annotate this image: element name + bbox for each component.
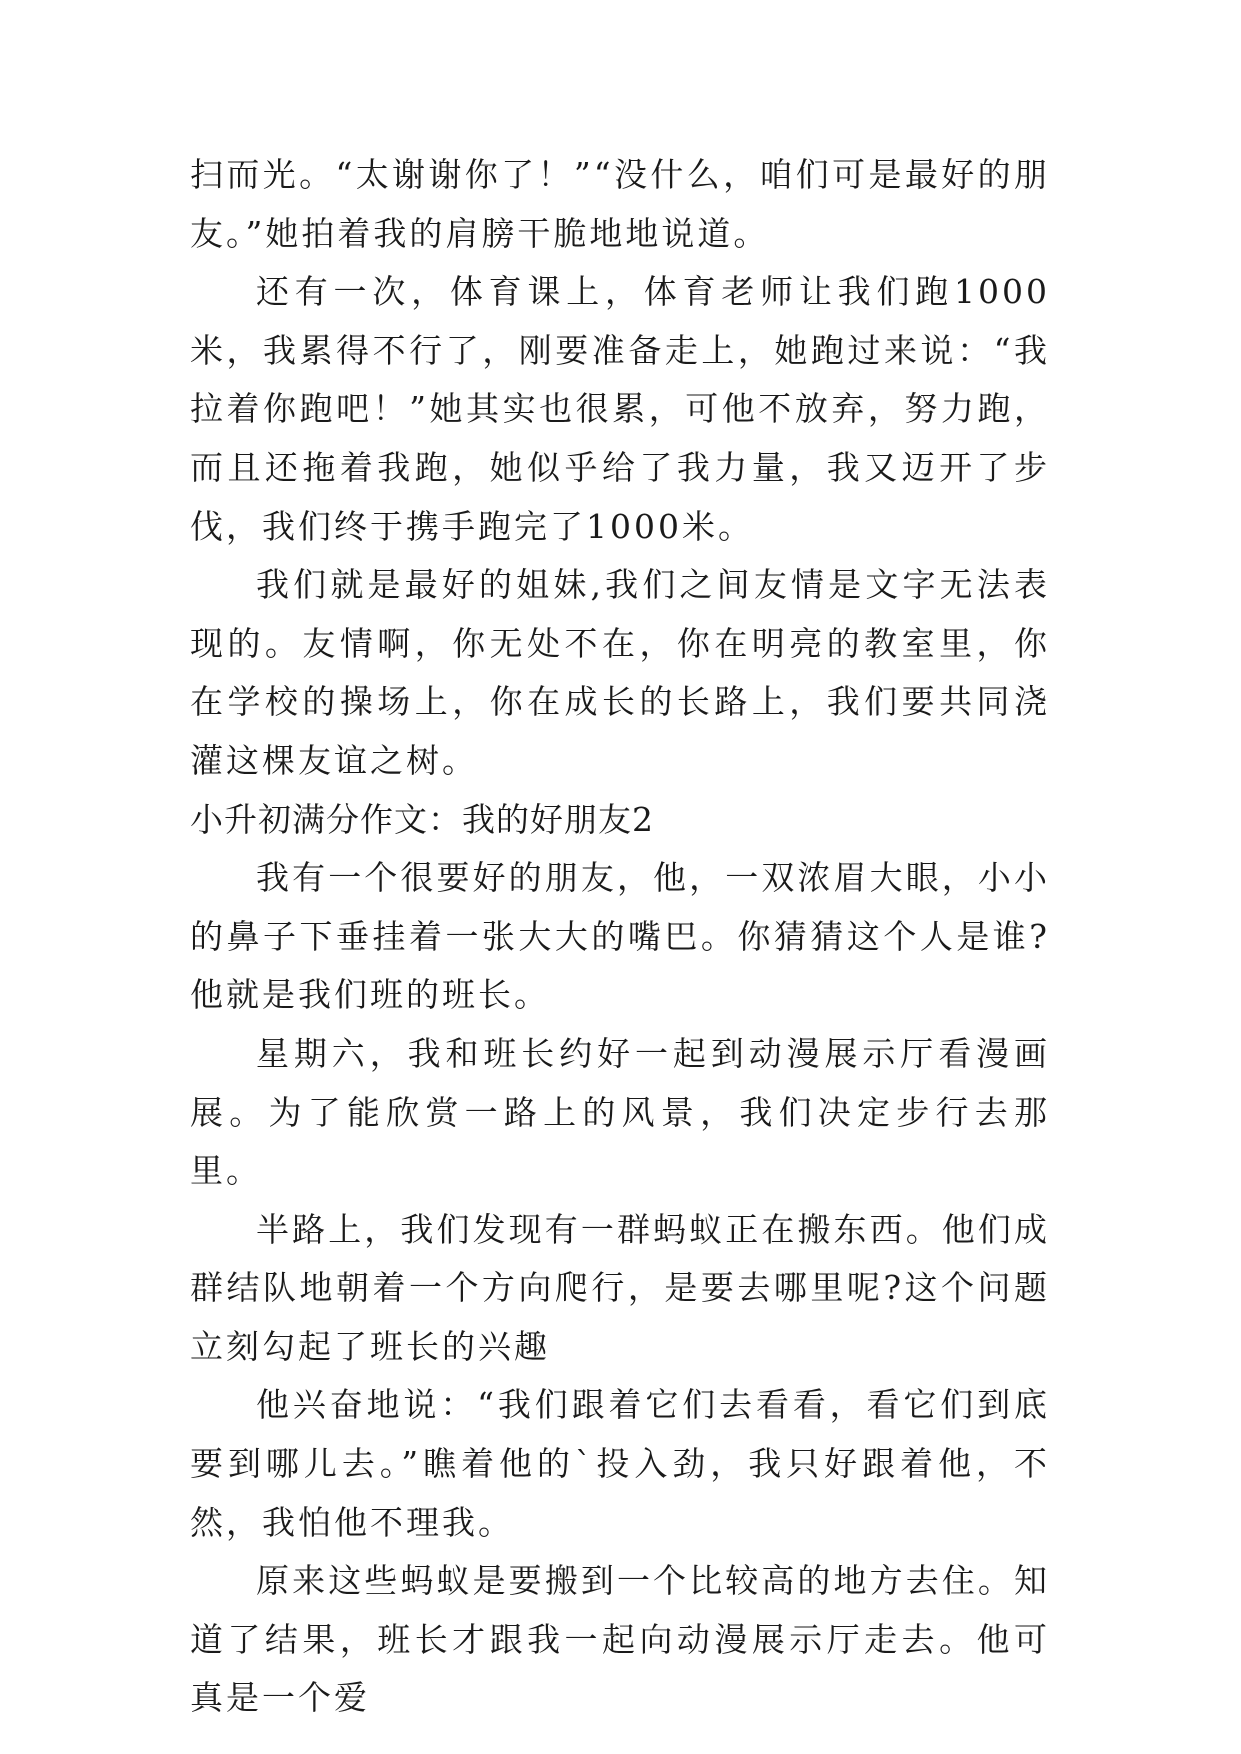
paragraph-continuation: 扫而光。“太谢谢你了！”“没什么，咱们可是最好的朋友。”她拍着我的肩膀干脆地地说道。 — [190, 155, 1050, 253]
paragraph-sisters: 我们就是最好的姐妹,我们之间友情是文字无法表现的。友情啊，你无处不在，你在明亮的教室里，你在学校的操场上，你在成长的长路上，我们要共同浇灌这棵友谊之树。 — [190, 565, 1050, 780]
essay-title: 小升初满分作文：我的好朋友2 — [190, 799, 654, 839]
document-body — [190, 146, 1050, 1728]
paragraph-friend-intro: 我有一个很要好的朋友，他，一双浓眉大眼，小小的鼻子下垂挂着一张大大的嘴巴。你猜猜这个人是谁?他就是我们班的班长。 — [190, 858, 1050, 1015]
paragraph-follow: 他兴奋地说：“我们跟着它们去看看，看它们到底要到哪儿去。”瞧着他的`投入劲，我只好跟着他，不然，我怕他不理我。 — [190, 1385, 1050, 1542]
paragraph-saturday: 星期六，我和班长约好一起到动漫展示厅看漫画展。为了能欣赏一路上的风景，我们决定步行去那里。 — [190, 1033, 1050, 1191]
paragraph-running: 还有一次，体育课上，体育老师让我们跑1000米，我累得不行了，刚要准备走上，她跑过来说：“我拉着你跑吧！”她其实也很累，可他不放弃，努力跑，而且还拖着我跑，她似乎给了我力量，我又迈开了步伐，我们终于携手跑完了1000米。 — [190, 272, 1050, 546]
paragraph-result: 原来这些蚂蚁是要搬到一个比较高的地方去住。知道了结果，班长才跟我一起向动漫展示厅走去。他可真是一个爱 — [190, 1561, 1050, 1718]
paragraph-ants: 半路上，我们发现有一群蚂蚁正在搬东西。他们成群结队地朝着一个方向爬行，是要去哪里呢?这个问题立刻勾起了班长的兴趣 — [190, 1209, 1050, 1366]
